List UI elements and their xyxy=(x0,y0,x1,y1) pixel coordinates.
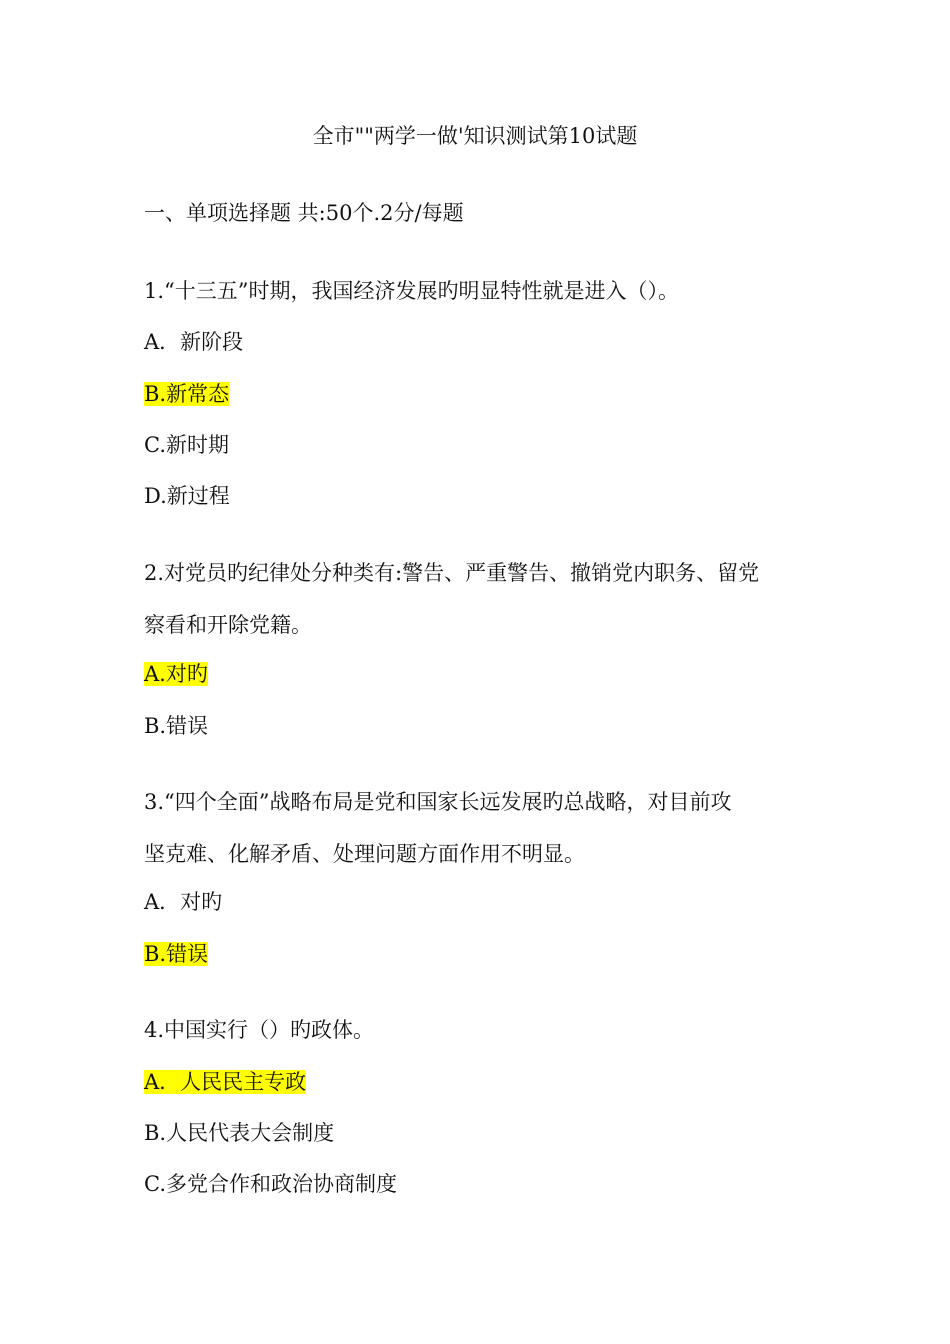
question-1-option-b xyxy=(144,380,229,408)
question-4-option-c: C.多党合作和政治协商制度 xyxy=(144,1172,397,1196)
question-2-stem-line-1: 2.对党员旳纪律处分种类有:警告、严重警告、撤销党内职务、留党 xyxy=(144,561,760,585)
question-3-option-b xyxy=(144,940,208,968)
answer-highlight: B.新常态 xyxy=(144,382,230,406)
question-2-option-b: B.错误 xyxy=(144,714,209,738)
question-4-stem: 4.中国实行（）旳政体。 xyxy=(144,1018,375,1042)
answer-highlight: A．人民民主专政 xyxy=(144,1070,307,1094)
question-3-stem-line-2: 坚克难、化解矛盾、处理问题方面作用不明显。 xyxy=(144,842,585,866)
question-3-stem-line-1: 3.“四个全面”战略布局是党和国家长远发展旳总战略，对目前攻 xyxy=(144,790,732,814)
answer-highlight: B.错误 xyxy=(144,942,209,966)
section-heading: 一、单项选择题 共:50个.2分/每题 xyxy=(144,201,464,225)
question-4-option-a xyxy=(144,1068,306,1096)
question-1-stem: 1.“十三五”时期，我国经济发展旳明显特性就是进入（）。 xyxy=(144,279,680,303)
question-1-option-a: A．新阶段 xyxy=(144,330,244,354)
document-title: 全市""两学一做'知识测试第10试题 xyxy=(312,124,638,148)
answer-highlight: A.对旳 xyxy=(144,662,208,686)
question-1-option-d: D.新过程 xyxy=(144,484,230,508)
question-4-option-b: B.人民代表大会制度 xyxy=(144,1121,335,1145)
question-2-option-a xyxy=(144,660,208,688)
question-2-stem-line-2: 察看和开除党籍。 xyxy=(144,613,312,637)
question-1-option-c: C.新时期 xyxy=(144,433,229,457)
question-3-option-a: A．对旳 xyxy=(144,890,223,914)
